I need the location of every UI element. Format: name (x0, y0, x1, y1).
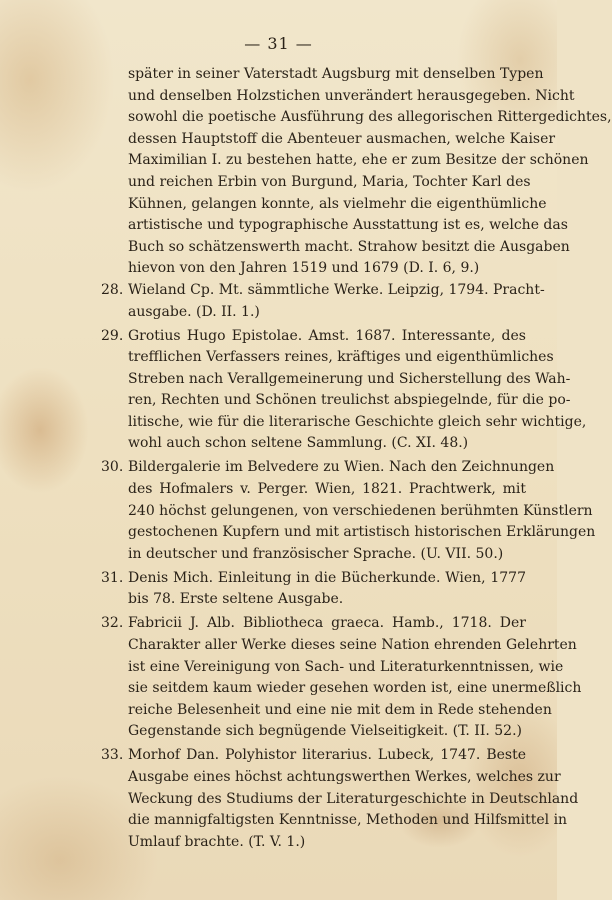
text-line: Gegenstande sich begnügende Vielseitigkeit. (T. II. 52.) (128, 723, 522, 740)
page-number: — 31 — (244, 34, 313, 53)
text-line: Buch so schätzenswerth macht. Strahow besitzt die Ausgaben (128, 238, 570, 255)
text-line: artistische und typographische Ausstattung ist es, welche das (128, 217, 568, 234)
text-line: sowohl die poetische Ausführung des allegorischen Rittergedichtes, (128, 109, 612, 126)
text-line: Ausgabe eines höchst achtungswerthen Werkes, welches zur (128, 768, 561, 785)
text-line: Charakter aller Werke dieses seine Nation ehrenden Gelehrten (128, 637, 577, 653)
text-line: Streben nach Verallgemeinerung und Sicherstellung des Wah- (128, 370, 571, 387)
text-line: dessen Hauptstoff die Abenteuer ausmachen, welche Kaiser (128, 130, 556, 147)
text-line: Grotius Hugo Epistolae. Amst. 1687. Interessante, des (128, 327, 526, 344)
text-line: Bildergalerie im Belvedere zu Wien. Nach den Zeichnungen (128, 459, 555, 476)
entry-number: 28. (101, 281, 124, 298)
text-line: Maximilian I. zu bestehen hatte, ehe er zum Besitze der schönen (128, 152, 589, 169)
catalog-entry-28 (101, 280, 545, 323)
text-line: reiche Belesenheit und eine nie mit dem in Rede stehenden (128, 701, 552, 718)
entry-number: 32. (101, 615, 124, 632)
text-line: ren, Rechten und Schönen treulichst abspiegelnde, für die po- (128, 392, 571, 409)
text-line: und reichen Erbin von Burgund, Maria, Tochter Karl des (128, 173, 531, 190)
text-line: Wieland Cp. Mt. sämmtliche Werke. Leipzig, 1794. Pracht- (128, 281, 545, 298)
continued-entry (128, 64, 612, 280)
text-line: bis 78. Erste seltene Ausgabe. (128, 591, 344, 608)
catalog-entry-29 (101, 326, 587, 456)
text-line: Weckung des Studiums der Literaturgeschichte in Deutschland (128, 790, 579, 807)
text-line: 240 höchst gelungenen, von verschiedenen berühmten Künstlern (128, 502, 593, 519)
text-line: trefflichen Verfassers reines, kräftiges und eigenthümliches (128, 349, 554, 366)
catalog-entry-30 (101, 457, 596, 565)
text-line: später in seiner Vaterstadt Augsburg mit denselben Typen (128, 66, 544, 82)
text-line: des Hofmalers v. Perger. Wien, 1821. Prachtwerk, mit (128, 481, 526, 498)
entry-number: 30. (101, 459, 124, 476)
entry-number: 29. (101, 327, 124, 344)
text-line: litische, wie für die literarische Geschichte gleich sehr wichtige, (128, 413, 587, 430)
text-line: Fabricii J. Alb. Bibliotheca graeca. Hamb., 1718. Der (128, 615, 526, 632)
text-line: Denis Mich. Einleitung in die Bücherkunde. Wien, 1777 (128, 569, 526, 586)
entry-number: 31. (101, 569, 124, 586)
text-line: sie seitdem kaum wieder gesehen worden ist, eine unermeßlich (128, 680, 582, 697)
catalog-entry-33 (101, 745, 579, 853)
text-line: Umlauf brachte. (T. V. 1.) (128, 833, 306, 850)
catalog-entry-32 (101, 613, 582, 743)
text-line: Morhof Dan. Polyhistor literarius. Lubeck, 1747. Beste (128, 747, 526, 764)
text-line: in deutscher und französischer Sprache. (U. VII. 50.) (128, 545, 504, 562)
text-line: die mannigfaltigsten Kenntnisse, Methoden und Hilfsmittel in (128, 812, 568, 829)
text-line: ist eine Vereinigung von Sach- und Literaturkenntnissen, wie (128, 658, 564, 675)
text-line: ausgabe. (D. II. 1.) (128, 303, 260, 320)
page-text (101, 64, 612, 853)
catalog-entry-31 (101, 568, 526, 611)
text-line: Kühnen, gelangen konnte, als vielmehr die eigenthümliche (128, 195, 547, 212)
text-line: gestochenen Kupfern und mit artistisch historischen Erklärungen (128, 524, 596, 541)
entry-number: 33. (101, 747, 124, 764)
text-line: wohl auch schon seltene Sammlung. (C. XI. 48.) (128, 435, 469, 452)
text-line: und denselben Holzstichen unverändert herausgegeben. Nicht (128, 87, 575, 104)
text-line: hievon von den Jahren 1519 und 1679 (D. I. 6, 9.) (128, 260, 480, 277)
